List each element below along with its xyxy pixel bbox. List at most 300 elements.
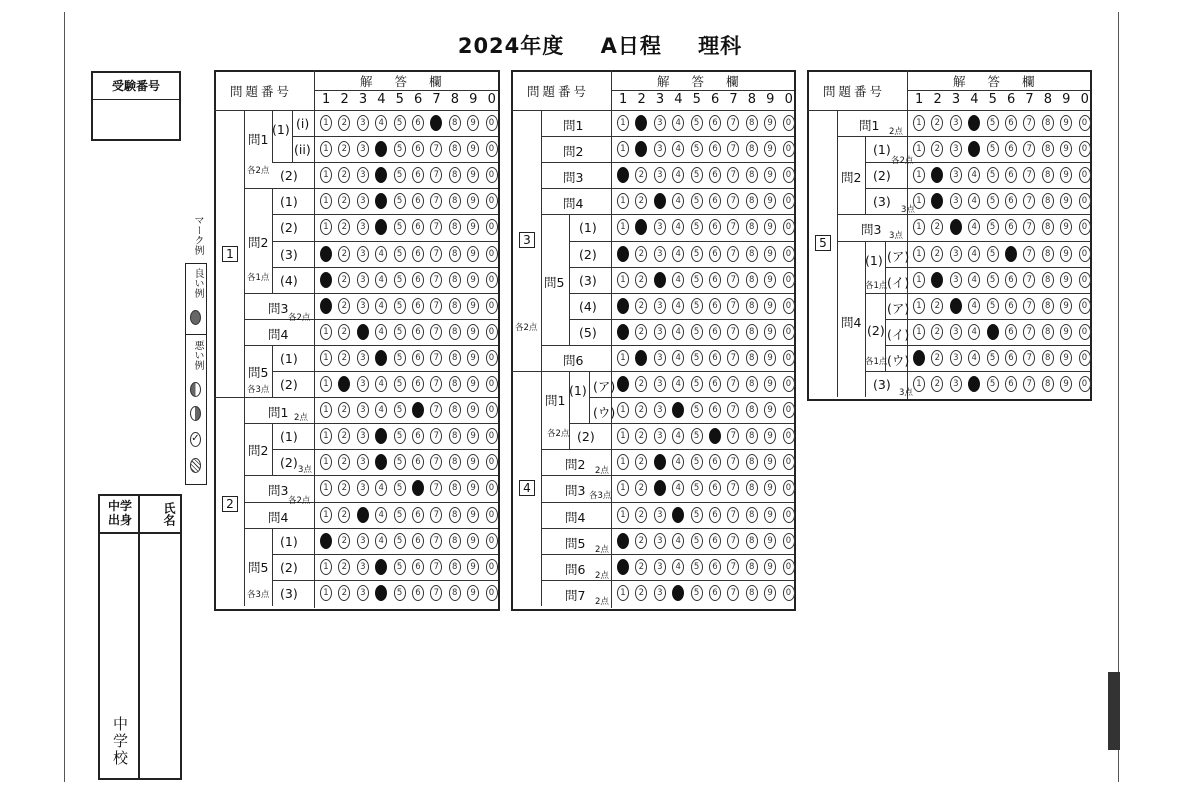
answer-bubble[interactable]: 0 [1079, 246, 1091, 262]
answer-bubble[interactable]: 6 [412, 193, 424, 209]
answer-bubble[interactable]: 2 [338, 559, 350, 575]
answer-bubble[interactable]: 3 [654, 507, 666, 523]
answer-bubble[interactable]: 7 [1023, 298, 1035, 314]
answer-bubble[interactable]: 2 [635, 350, 647, 366]
answer-bubble[interactable]: 8 [449, 246, 461, 262]
answer-bubble[interactable]: 0 [783, 585, 795, 601]
answer-bubble[interactable]: 1 [913, 376, 925, 392]
answer-bubble[interactable]: 4 [375, 141, 387, 157]
answer-bubble[interactable]: 3 [654, 298, 666, 314]
answer-bubble[interactable]: 2 [338, 428, 350, 444]
answer-bubble[interactable]: 2 [931, 115, 943, 131]
answer-bubble[interactable]: 6 [412, 376, 424, 392]
answer-bubble[interactable]: 1 [320, 559, 332, 575]
answer-bubble[interactable]: 9 [1060, 193, 1072, 209]
answer-bubble[interactable]: 6 [412, 141, 424, 157]
answer-bubble[interactable]: 3 [950, 115, 962, 131]
answer-bubble[interactable]: 1 [913, 115, 925, 131]
answer-bubble[interactable]: 1 [617, 141, 629, 157]
answer-bubble[interactable]: 8 [746, 480, 758, 496]
answer-bubble[interactable]: 2 [338, 454, 350, 470]
answer-bubble[interactable]: 2 [338, 272, 350, 288]
answer-bubble[interactable]: 0 [1079, 193, 1091, 209]
answer-bubble[interactable]: 3 [950, 350, 962, 366]
answer-bubble[interactable]: 7 [430, 376, 442, 392]
answer-bubble[interactable]: 8 [746, 272, 758, 288]
answer-bubble[interactable]: 1 [320, 115, 332, 131]
answer-bubble[interactable]: 4 [672, 298, 684, 314]
answer-bubble[interactable]: 5 [394, 507, 406, 523]
answer-bubble[interactable]: 1 [320, 193, 332, 209]
answer-bubble[interactable]: 8 [1042, 298, 1054, 314]
answer-bubble[interactable]: 1 [617, 533, 629, 549]
answer-bubble[interactable]: 3 [950, 298, 962, 314]
answer-bubble[interactable]: 2 [635, 428, 647, 444]
answer-bubble[interactable]: 3 [950, 272, 962, 288]
answer-bubble[interactable]: 3 [654, 533, 666, 549]
answer-bubble[interactable]: 0 [783, 507, 795, 523]
answer-bubble[interactable]: 4 [672, 376, 684, 392]
answer-bubble[interactable]: 7 [727, 454, 739, 470]
answer-bubble[interactable]: 3 [654, 454, 666, 470]
answer-bubble[interactable]: 8 [746, 193, 758, 209]
answer-bubble[interactable]: 5 [394, 533, 406, 549]
answer-bubble[interactable]: 4 [672, 246, 684, 262]
answer-bubble[interactable]: 6 [709, 559, 721, 575]
answer-bubble[interactable]: 7 [430, 193, 442, 209]
answer-bubble[interactable]: 1 [617, 219, 629, 235]
answer-bubble[interactable]: 3 [357, 219, 369, 235]
answer-bubble[interactable]: 6 [412, 246, 424, 262]
answer-bubble[interactable]: 6 [412, 350, 424, 366]
answer-bubble[interactable]: 4 [672, 167, 684, 183]
answer-bubble[interactable]: 8 [449, 376, 461, 392]
answer-bubble[interactable]: 0 [486, 480, 498, 496]
answer-bubble[interactable]: 0 [1079, 219, 1091, 235]
answer-bubble[interactable]: 0 [1079, 324, 1091, 340]
answer-bubble[interactable]: 5 [691, 272, 703, 288]
answer-bubble[interactable]: 8 [449, 219, 461, 235]
answer-bubble[interactable]: 6 [1005, 272, 1017, 288]
answer-bubble[interactable]: 9 [467, 167, 479, 183]
answer-bubble[interactable]: 4 [968, 193, 980, 209]
answer-bubble[interactable]: 8 [746, 533, 758, 549]
answer-bubble[interactable]: 6 [709, 507, 721, 523]
answer-bubble[interactable]: 4 [375, 480, 387, 496]
answer-bubble[interactable]: 6 [412, 298, 424, 314]
answer-bubble[interactable]: 7 [430, 246, 442, 262]
answer-bubble[interactable]: 9 [1060, 167, 1072, 183]
answer-bubble[interactable]: 9 [467, 272, 479, 288]
answer-bubble[interactable]: 7 [430, 324, 442, 340]
answer-bubble[interactable]: 3 [654, 167, 666, 183]
answer-bubble[interactable]: 0 [783, 167, 795, 183]
answer-bubble[interactable]: 0 [486, 428, 498, 444]
answer-bubble[interactable]: 9 [1060, 376, 1072, 392]
answer-bubble[interactable]: 0 [783, 324, 795, 340]
answer-bubble[interactable]: 9 [467, 454, 479, 470]
answer-bubble[interactable]: 4 [968, 167, 980, 183]
answer-bubble[interactable]: 1 [320, 167, 332, 183]
answer-bubble[interactable]: 5 [987, 141, 999, 157]
answer-bubble[interactable]: 8 [746, 141, 758, 157]
answer-bubble[interactable]: 8 [1042, 167, 1054, 183]
answer-bubble[interactable]: 6 [709, 246, 721, 262]
answer-bubble[interactable]: 9 [764, 559, 776, 575]
answer-bubble[interactable]: 4 [672, 585, 684, 601]
answer-bubble[interactable]: 1 [617, 402, 629, 418]
answer-bubble[interactable]: 1 [617, 454, 629, 470]
answer-bubble[interactable]: 8 [1042, 115, 1054, 131]
answer-bubble[interactable]: 9 [467, 115, 479, 131]
answer-bubble[interactable]: 7 [727, 559, 739, 575]
answer-bubble[interactable]: 0 [783, 559, 795, 575]
answer-bubble[interactable]: 4 [672, 507, 684, 523]
answer-bubble[interactable]: 6 [709, 193, 721, 209]
answer-bubble[interactable]: 2 [635, 219, 647, 235]
answer-bubble[interactable]: 4 [672, 402, 684, 418]
answer-bubble[interactable]: 6 [1005, 350, 1017, 366]
answer-bubble[interactable]: 2 [635, 324, 647, 340]
answer-bubble[interactable]: 7 [1023, 272, 1035, 288]
answer-bubble[interactable]: 2 [931, 376, 943, 392]
answer-bubble[interactable]: 7 [727, 193, 739, 209]
answer-bubble[interactable]: 3 [654, 246, 666, 262]
answer-bubble[interactable]: 2 [931, 167, 943, 183]
answer-bubble[interactable]: 9 [764, 115, 776, 131]
answer-bubble[interactable]: 9 [1060, 246, 1072, 262]
answer-bubble[interactable]: 2 [635, 402, 647, 418]
answer-bubble[interactable]: 0 [1079, 298, 1091, 314]
answer-bubble[interactable]: 3 [654, 480, 666, 496]
answer-bubble[interactable]: 9 [467, 585, 479, 601]
answer-bubble[interactable]: 9 [764, 141, 776, 157]
answer-bubble[interactable]: 1 [320, 376, 332, 392]
answer-bubble[interactable]: 1 [617, 246, 629, 262]
answer-bubble[interactable]: 0 [1079, 115, 1091, 131]
answer-bubble[interactable]: 1 [320, 324, 332, 340]
answer-bubble[interactable]: 9 [1060, 298, 1072, 314]
answer-bubble[interactable]: 2 [338, 350, 350, 366]
answer-bubble[interactable]: 9 [467, 246, 479, 262]
answer-bubble[interactable]: 0 [486, 585, 498, 601]
answer-bubble[interactable]: 0 [486, 559, 498, 575]
answer-bubble[interactable]: 1 [617, 193, 629, 209]
answer-bubble[interactable]: 2 [635, 167, 647, 183]
answer-bubble[interactable]: 4 [375, 376, 387, 392]
answer-bubble[interactable]: 4 [375, 324, 387, 340]
answer-bubble[interactable]: 5 [987, 272, 999, 288]
answer-bubble[interactable]: 5 [394, 141, 406, 157]
answer-bubble[interactable]: 9 [764, 507, 776, 523]
answer-bubble[interactable]: 5 [691, 402, 703, 418]
answer-bubble[interactable]: 0 [783, 428, 795, 444]
answer-bubble[interactable]: 8 [449, 533, 461, 549]
answer-bubble[interactable]: 7 [727, 219, 739, 235]
answer-bubble[interactable]: 8 [449, 480, 461, 496]
answer-bubble[interactable]: 0 [486, 298, 498, 314]
answer-bubble[interactable]: 2 [338, 507, 350, 523]
answer-bubble[interactable]: 6 [1005, 167, 1017, 183]
answer-bubble[interactable]: 9 [1060, 115, 1072, 131]
answer-bubble[interactable]: 1 [617, 115, 629, 131]
answer-bubble[interactable]: 2 [635, 298, 647, 314]
answer-bubble[interactable]: 0 [486, 272, 498, 288]
answer-bubble[interactable]: 7 [727, 376, 739, 392]
answer-bubble[interactable]: 8 [449, 324, 461, 340]
answer-bubble[interactable]: 1 [913, 219, 925, 235]
answer-bubble[interactable]: 8 [449, 298, 461, 314]
answer-bubble[interactable]: 6 [1005, 376, 1017, 392]
answer-bubble[interactable]: 5 [987, 115, 999, 131]
answer-bubble[interactable]: 8 [1042, 193, 1054, 209]
answer-bubble[interactable]: 8 [746, 402, 758, 418]
answer-bubble[interactable]: 1 [320, 585, 332, 601]
answer-bubble[interactable]: 5 [987, 324, 999, 340]
answer-bubble[interactable]: 2 [338, 585, 350, 601]
answer-bubble[interactable]: 2 [931, 350, 943, 366]
answer-bubble[interactable]: 2 [635, 533, 647, 549]
answer-bubble[interactable]: 3 [654, 324, 666, 340]
answer-bubble[interactable]: 4 [968, 298, 980, 314]
answer-bubble[interactable]: 5 [691, 115, 703, 131]
answer-bubble[interactable]: 8 [746, 585, 758, 601]
answer-bubble[interactable]: 6 [1005, 193, 1017, 209]
answer-bubble[interactable]: 3 [357, 193, 369, 209]
answer-bubble[interactable]: 5 [394, 219, 406, 235]
answer-bubble[interactable]: 9 [467, 350, 479, 366]
answer-bubble[interactable]: 2 [931, 246, 943, 262]
answer-bubble[interactable]: 7 [430, 298, 442, 314]
answer-bubble[interactable]: 6 [412, 167, 424, 183]
answer-bubble[interactable]: 4 [672, 324, 684, 340]
answer-bubble[interactable]: 5 [691, 585, 703, 601]
answer-bubble[interactable]: 9 [467, 219, 479, 235]
answer-bubble[interactable]: 6 [709, 115, 721, 131]
answer-bubble[interactable]: 5 [987, 167, 999, 183]
answer-bubble[interactable]: 0 [783, 533, 795, 549]
answer-bubble[interactable]: 6 [709, 298, 721, 314]
answer-bubble[interactable]: 9 [764, 376, 776, 392]
answer-bubble[interactable]: 3 [357, 376, 369, 392]
answer-bubble[interactable]: 9 [764, 402, 776, 418]
answer-bubble[interactable]: 9 [764, 167, 776, 183]
answer-bubble[interactable]: 0 [783, 272, 795, 288]
answer-bubble[interactable]: 4 [375, 115, 387, 131]
answer-bubble[interactable]: 9 [764, 585, 776, 601]
answer-bubble[interactable]: 5 [691, 428, 703, 444]
answer-bubble[interactable]: 7 [727, 246, 739, 262]
answer-bubble[interactable]: 6 [412, 533, 424, 549]
answer-bubble[interactable]: 6 [1005, 298, 1017, 314]
answer-bubble[interactable]: 0 [486, 219, 498, 235]
answer-bubble[interactable]: 9 [1060, 272, 1072, 288]
answer-bubble[interactable]: 1 [617, 298, 629, 314]
answer-bubble[interactable]: 1 [617, 480, 629, 496]
answer-bubble[interactable]: 5 [394, 350, 406, 366]
answer-bubble[interactable]: 5 [394, 428, 406, 444]
answer-bubble[interactable]: 5 [394, 454, 406, 470]
answer-bubble[interactable]: 8 [449, 559, 461, 575]
answer-bubble[interactable]: 9 [1060, 141, 1072, 157]
answer-bubble[interactable]: 8 [449, 585, 461, 601]
answer-bubble[interactable]: 3 [654, 193, 666, 209]
answer-bubble[interactable]: 8 [746, 246, 758, 262]
answer-bubble[interactable]: 7 [430, 219, 442, 235]
answer-bubble[interactable]: 4 [968, 272, 980, 288]
answer-bubble[interactable]: 2 [338, 376, 350, 392]
answer-bubble[interactable]: 5 [394, 115, 406, 131]
answer-bubble[interactable]: 1 [913, 324, 925, 340]
answer-bubble[interactable]: 5 [691, 507, 703, 523]
answer-bubble[interactable]: 0 [486, 193, 498, 209]
answer-bubble[interactable]: 6 [412, 585, 424, 601]
answer-bubble[interactable]: 1 [617, 167, 629, 183]
answer-bubble[interactable]: 9 [467, 141, 479, 157]
answer-bubble[interactable]: 1 [320, 141, 332, 157]
answer-bubble[interactable]: 7 [430, 141, 442, 157]
answer-bubble[interactable]: 6 [709, 167, 721, 183]
answer-bubble[interactable]: 6 [709, 324, 721, 340]
answer-bubble[interactable]: 9 [467, 559, 479, 575]
answer-bubble[interactable]: 5 [394, 246, 406, 262]
answer-bubble[interactable]: 0 [783, 246, 795, 262]
answer-bubble[interactable]: 6 [1005, 219, 1017, 235]
answer-bubble[interactable]: 0 [1079, 272, 1091, 288]
answer-bubble[interactable]: 3 [357, 480, 369, 496]
answer-bubble[interactable]: 7 [1023, 115, 1035, 131]
answer-bubble[interactable]: 6 [412, 454, 424, 470]
answer-bubble[interactable]: 5 [691, 167, 703, 183]
answer-bubble[interactable]: 3 [357, 585, 369, 601]
answer-bubble[interactable]: 6 [709, 428, 721, 444]
answer-bubble[interactable]: 9 [467, 324, 479, 340]
answer-bubble[interactable]: 4 [375, 272, 387, 288]
answer-bubble[interactable]: 5 [691, 324, 703, 340]
answer-bubble[interactable]: 5 [394, 402, 406, 418]
answer-bubble[interactable]: 1 [320, 454, 332, 470]
answer-bubble[interactable]: 0 [486, 324, 498, 340]
answer-bubble[interactable]: 1 [913, 298, 925, 314]
answer-bubble[interactable]: 1 [617, 376, 629, 392]
answer-bubble[interactable]: 0 [486, 141, 498, 157]
answer-bubble[interactable]: 6 [709, 402, 721, 418]
answer-bubble[interactable]: 7 [430, 585, 442, 601]
answer-bubble[interactable]: 9 [1060, 350, 1072, 366]
answer-bubble[interactable]: 2 [931, 298, 943, 314]
answer-bubble[interactable]: 7 [727, 402, 739, 418]
answer-bubble[interactable]: 4 [672, 219, 684, 235]
answer-bubble[interactable]: 5 [691, 246, 703, 262]
answer-bubble[interactable]: 0 [783, 350, 795, 366]
answer-bubble[interactable]: 7 [430, 402, 442, 418]
answer-bubble[interactable]: 9 [467, 402, 479, 418]
answer-bubble[interactable]: 2 [635, 246, 647, 262]
answer-bubble[interactable]: 0 [783, 480, 795, 496]
answer-bubble[interactable]: 7 [430, 507, 442, 523]
answer-bubble[interactable]: 1 [617, 585, 629, 601]
answer-bubble[interactable]: 2 [931, 193, 943, 209]
answer-bubble[interactable]: 8 [449, 428, 461, 444]
answer-bubble[interactable]: 5 [691, 141, 703, 157]
answer-bubble[interactable]: 9 [764, 298, 776, 314]
answer-bubble[interactable]: 4 [968, 350, 980, 366]
answer-bubble[interactable]: 4 [968, 324, 980, 340]
answer-bubble[interactable]: 8 [746, 428, 758, 444]
answer-bubble[interactable]: 0 [486, 115, 498, 131]
answer-bubble[interactable]: 7 [430, 115, 442, 131]
answer-bubble[interactable]: 7 [1023, 324, 1035, 340]
answer-bubble[interactable]: 5 [394, 559, 406, 575]
answer-bubble[interactable]: 3 [357, 298, 369, 314]
answer-bubble[interactable]: 9 [764, 480, 776, 496]
answer-bubble[interactable]: 3 [357, 350, 369, 366]
answer-bubble[interactable]: 3 [357, 141, 369, 157]
answer-bubble[interactable]: 1 [617, 559, 629, 575]
answer-bubble[interactable]: 1 [617, 324, 629, 340]
answer-bubble[interactable]: 9 [1060, 324, 1072, 340]
answer-bubble[interactable]: 1 [913, 246, 925, 262]
answer-bubble[interactable]: 5 [394, 193, 406, 209]
answer-bubble[interactable]: 4 [968, 115, 980, 131]
answer-bubble[interactable]: 6 [709, 219, 721, 235]
answer-bubble[interactable]: 5 [394, 298, 406, 314]
answer-bubble[interactable]: 5 [691, 350, 703, 366]
answer-bubble[interactable]: 1 [913, 193, 925, 209]
answer-bubble[interactable]: 7 [727, 115, 739, 131]
answer-bubble[interactable]: 3 [950, 141, 962, 157]
answer-bubble[interactable]: 4 [375, 350, 387, 366]
answer-bubble[interactable]: 7 [430, 428, 442, 444]
answer-bubble[interactable]: 2 [635, 480, 647, 496]
exam-number-field[interactable] [93, 100, 179, 138]
answer-bubble[interactable]: 1 [617, 272, 629, 288]
answer-bubble[interactable]: 4 [375, 298, 387, 314]
answer-bubble[interactable]: 4 [672, 454, 684, 470]
answer-bubble[interactable]: 4 [968, 376, 980, 392]
answer-bubble[interactable]: 7 [430, 167, 442, 183]
answer-bubble[interactable]: 9 [764, 428, 776, 444]
answer-bubble[interactable]: 2 [338, 480, 350, 496]
answer-bubble[interactable]: 6 [412, 402, 424, 418]
answer-bubble[interactable]: 2 [338, 115, 350, 131]
answer-bubble[interactable]: 4 [375, 507, 387, 523]
answer-bubble[interactable]: 5 [987, 298, 999, 314]
answer-bubble[interactable]: 4 [672, 272, 684, 288]
answer-bubble[interactable]: 5 [987, 376, 999, 392]
answer-bubble[interactable]: 8 [1042, 246, 1054, 262]
answer-bubble[interactable]: 6 [709, 585, 721, 601]
answer-bubble[interactable]: 3 [357, 402, 369, 418]
answer-bubble[interactable]: 3 [654, 350, 666, 366]
answer-bubble[interactable]: 0 [486, 454, 498, 470]
answer-bubble[interactable]: 8 [746, 454, 758, 470]
answer-bubble[interactable]: 1 [320, 272, 332, 288]
answer-bubble[interactable]: 3 [654, 559, 666, 575]
answer-bubble[interactable]: 0 [1079, 141, 1091, 157]
answer-bubble[interactable]: 2 [931, 272, 943, 288]
answer-bubble[interactable]: 1 [320, 533, 332, 549]
answer-bubble[interactable]: 5 [394, 324, 406, 340]
answer-bubble[interactable]: 8 [746, 167, 758, 183]
answer-bubble[interactable]: 5 [691, 219, 703, 235]
answer-bubble[interactable]: 6 [709, 272, 721, 288]
answer-bubble[interactable]: 5 [691, 533, 703, 549]
answer-bubble[interactable]: 2 [338, 246, 350, 262]
answer-bubble[interactable]: 3 [357, 428, 369, 444]
answer-bubble[interactable]: 8 [746, 376, 758, 392]
answer-bubble[interactable]: 9 [764, 454, 776, 470]
